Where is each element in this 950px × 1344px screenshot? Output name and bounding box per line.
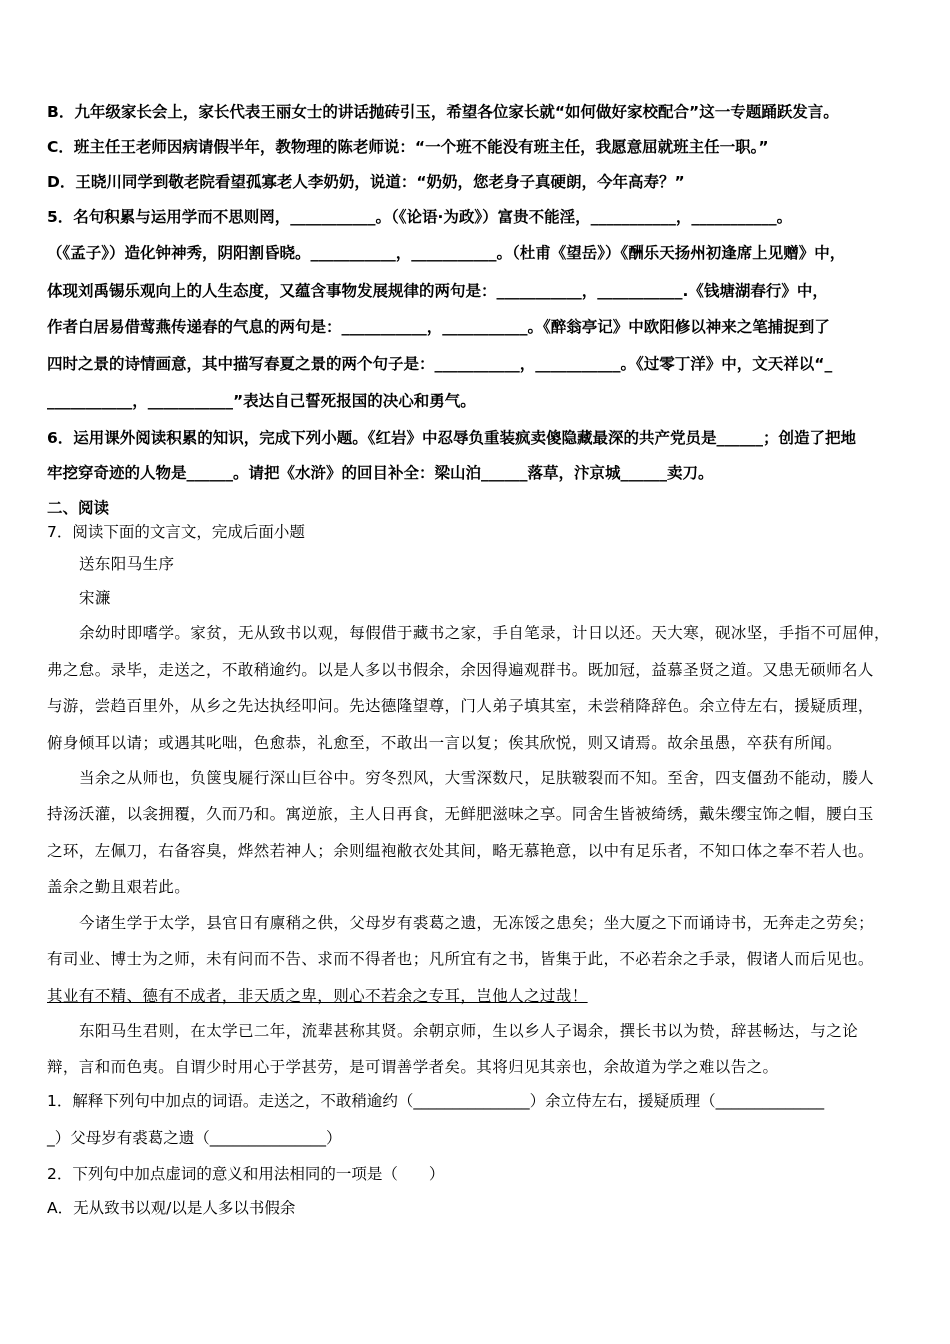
- passage-line: 持汤沃灌，以衾拥覆，久而乃和。寓逆旅，主人日再食，无鲜肥滋味之享。同舍生皆被绮绣，戴朱缨宝饰之帽，腰白玉: [47, 805, 874, 823]
- subquestion-1-line-2: _）父母岁有裘葛之遗（_______________）: [47, 1129, 342, 1147]
- question-6-line-1: 6．运用课外阅读积累的知识，完成下列小题。《红岩》中忍辱负重装疯卖傻隐藏最深的共产党员是______；创造了把地: [47, 429, 857, 447]
- subquestion-2-option-a: A．无从致书以观/以是人多以书假余: [47, 1199, 296, 1217]
- passage-line: 弗之怠。录毕，走送之，不敢稍逾约。以是人多以书假余，余因得遍观群书。既加冠，益慕圣贤之道。又患无硕师名人: [47, 661, 874, 679]
- question-5-line-5: 四时之景的诗情画意，其中描写春夏之景的两个句子是：___________，___________。《过零丁洋》中，文天祥以“_: [47, 355, 833, 373]
- subquestion-2: 2．下列句中加点虚词的意义和用法相同的一项是（ ）: [47, 1165, 445, 1183]
- passage-line: 与游，尝趋百里外，从乡之先达执经叩问。先达德隆望尊，门人弟子填其室，未尝稍降辞色。余立侍左右，援疑质理，: [47, 697, 874, 715]
- passage-line: 有司业、博士为之师，未有问而不告、求而不得者也；凡所宜有之书，皆集于此，不必若余之手录，假诸人而后见也。: [47, 950, 874, 968]
- question-6-line-2: 牢挖穿奇迹的人物是______。请把《水浒》的回目补全：梁山泊______落草，汴京城______卖刀。: [47, 464, 714, 482]
- passage-line: 之环，左佩刀，右备容臭，烨然若神人；余则缊袍敝衣处其间，略无慕艳意，以中有足乐者，不知口体之奉不若人也。: [47, 842, 874, 860]
- passage-line: 当余之从师也，负箧曳屣行深山巨谷中。穷冬烈风，大雪深数尺，足肤皲裂而不知。至舍，四支僵劲不能动，媵人: [79, 769, 875, 787]
- question-5-line-2: （《孟子》）造化钟神秀，阴阳割昏晓。___________，___________。（杜甫《望岳》）《酬乐天扬州初逢席上见赠》中，: [47, 244, 846, 262]
- option-c: C．班主任王老师因病请假半年，教物理的陈老师说：“一个班不能没有班主任，我愿意屈就班主任一职。”: [47, 138, 769, 156]
- passage-title: 送东阳马生序: [79, 555, 175, 573]
- passage-line: 余幼时即嗜学。家贫，无从致书以观，每假借于藏书之家，手自笔录，计日以还。天大寒，砚冰坚，手指不可屈伸，: [79, 624, 890, 642]
- option-b: B．九年级家长会上，家长代表王丽女士的讲话抛砖引玉，希望各位家长就“如何做好家校配合”这一专题踊跃发言。: [47, 103, 839, 121]
- question-5-line-6: ___________，___________”表达自己誓死报国的决心和勇气。: [47, 392, 476, 410]
- question-7-prompt: 7．阅读下面的文言文，完成后面小题: [47, 523, 305, 541]
- passage-line: 今诸生学于太学，县官日有廪稍之供，父母岁有裘葛之遗，无冻馁之患矣；坐大厦之下而诵诗书，无奔走之劳矣；: [79, 914, 875, 932]
- option-d: D．王晓川同学到敬老院看望孤寡老人李奶奶，说道：“奶奶，您老身子真硬朗，今年高寿？”: [47, 173, 685, 191]
- passage-line: 东阳马生君则，在太学已二年，流辈甚称其贤。余朝京师，生以乡人子谒余，撰长书以为贽，辞甚畅达，与之论: [79, 1022, 859, 1040]
- subquestion-1-line-1: 1．解释下列句中加点的词语。走送之，不敢稍逾约（_______________）余立侍左右，援疑质理（______________: [47, 1092, 825, 1110]
- passage-line: 辩，言和而色夷。自谓少时用心于学甚劳，是可谓善学者矣。其将归见其亲也，余故道为学之难以告之。: [47, 1058, 779, 1076]
- passage-line: 盖余之勤且艰若此。: [47, 878, 191, 896]
- question-5-line-1: 5．名句积累与运用学而不思则罔，___________。（《论语·为政》）富贵不能淫，___________，___________。: [47, 208, 793, 226]
- section-heading-reading: 二、阅读: [47, 499, 110, 517]
- passage-author: 宋濂: [79, 589, 111, 607]
- passage-line: 俯身倾耳以请；或遇其叱咄，色愈恭，礼愈至，不敢出一言以复；俟其欣悦，则又请焉。故余虽愚，卒获有所闻。: [47, 734, 843, 752]
- passage-underlined-sentence: 其业有不精、德有不成者，非天质之卑，则心不若余之专耳，岂他人之过哉！: [47, 987, 588, 1005]
- question-5-line-3: 体现刘禹锡乐观向上的人生态度，又蕴含事物发展规律的两句是：___________，___________.《钱塘湖春行》中，: [47, 282, 828, 300]
- question-5-line-4: 作者白居易借莺燕传递春的气息的两句是：___________，___________。《醉翁亭记》中欧阳修以神来之笔捕捉到了: [47, 318, 830, 336]
